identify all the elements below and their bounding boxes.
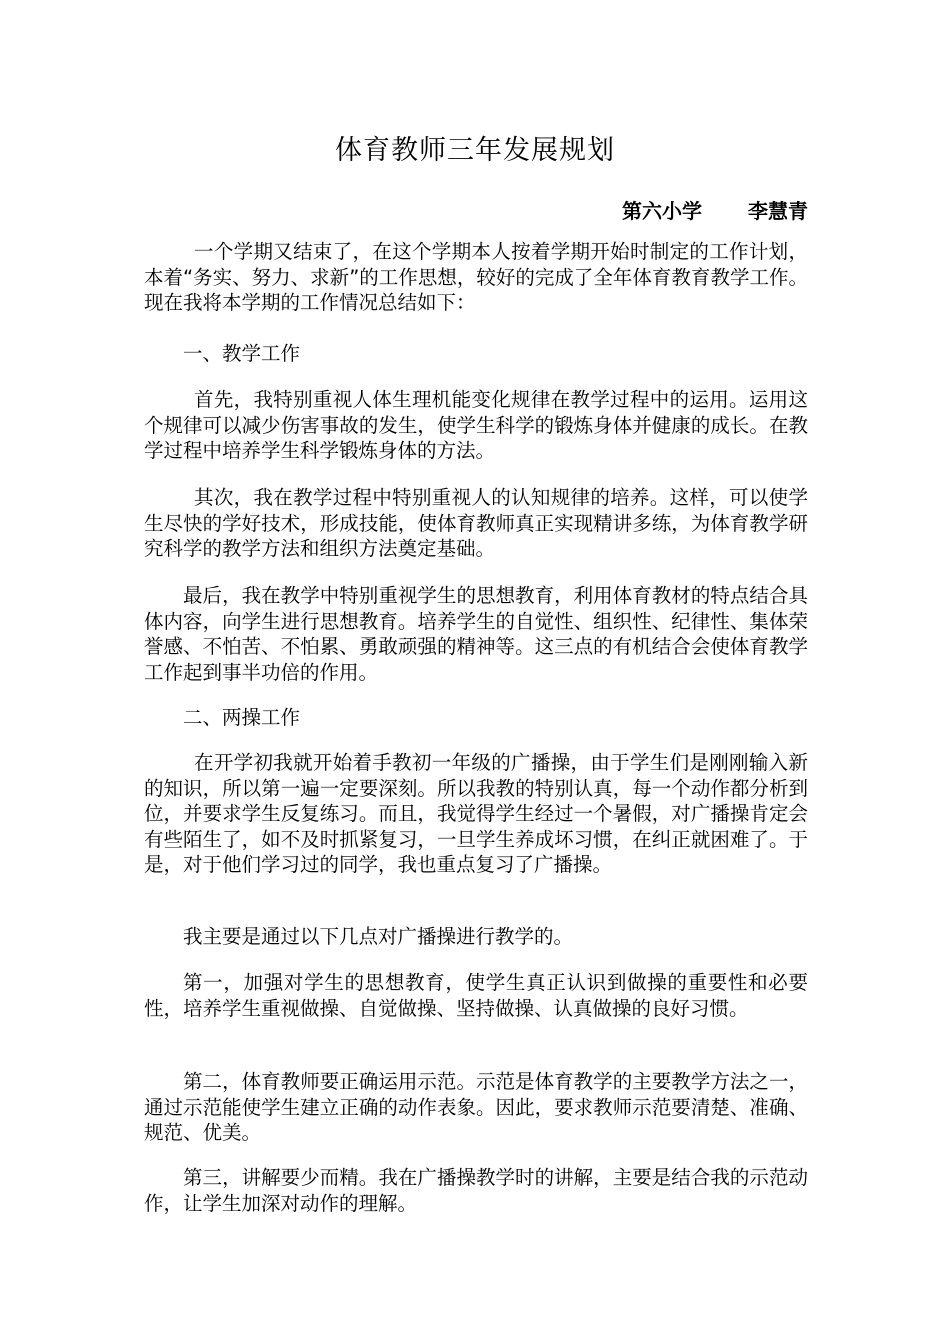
paragraph-broadcast-exercise: 在开学初我就开始着手教初一年级的广播操，由于学生们是刚刚输入新的知识，所以第一遍一定要深刻。所以我教的特别认真，每一个动作都分析到位，并要求学生反复练习。而且，我觉得学生经过一个暑假，对广播操肯定会有些陌生了，如不及时抓紧复习，一旦学生养成坏习惯，在纠正就困难了。于是，对于他们学习过的同学，我也重点复习了广播操。	[144, 751, 808, 876]
paragraph-point-one: 第一，加强对学生的思想教育，使学生真正认识到做操的重要性和必要性，培养学生重视做操、自觉做操、坚持做操、认真做操的良好习惯。	[144, 971, 808, 1020]
section-heading-exercises: 二、两操工作	[183, 706, 301, 729]
school-name: 第六小学	[622, 199, 702, 223]
paragraph-point-three: 第三，讲解要少而精。我在广播操教学时的讲解，主要是结合我的示范动作，让学生加深对动作的理解。	[144, 1166, 808, 1215]
author-name: 李慧青	[748, 199, 808, 223]
paragraph-method-intro: 我主要是通过以下几点对广播操进行教学的。	[183, 925, 574, 948]
document-title: 体育教师三年发展规划	[335, 135, 615, 166]
paragraph-point-two: 第二，体育教师要正确运用示范。示范是体育教学的主要教学方法之一，通过示范能使学生建立正确的动作表象。因此，要求教师示范要清楚、准确、规范、优美。	[144, 1070, 808, 1144]
paragraph-second: 其次，我在教学过程中特别重视人的认知规律的培养。这样，可以使学生尽快的学好技术，形成技能，使体育教师真正实现精讲多练，为体育教学研究科学的教学方法和组织方法奠定基础。	[144, 486, 808, 560]
byline	[622, 197, 808, 225]
paragraph-first: 首先，我特别重视人体生理机能变化规律在教学过程中的运用。运用这个规律可以减少伤害事故的发生，使学生科学的锻炼身体并健康的成长。在教学过程中培养学生科学锻炼身体的方法。	[144, 388, 808, 462]
paragraph-third: 最后，我在教学中特别重视学生的思想教育，利用体育教材的特点结合具体内容，向学生进行思想教育。培养学生的自觉性、组织性、纪律性、集体荣誉感、不怕苦、不怕累、勇敢顽强的精神等。这三点的有机结合会使体育教学工作起到事半功倍的作用。	[144, 584, 808, 684]
section-heading-teaching: 一、教学工作	[183, 342, 301, 365]
intro-paragraph: 一个学期又结束了，在这个学期本人按着学期开始时制定的工作计划，本着“务实、努力、求新”的工作思想，较好的完成了全年体育教育教学工作。现在我将本学期的工作情况总结如下：	[144, 240, 808, 314]
